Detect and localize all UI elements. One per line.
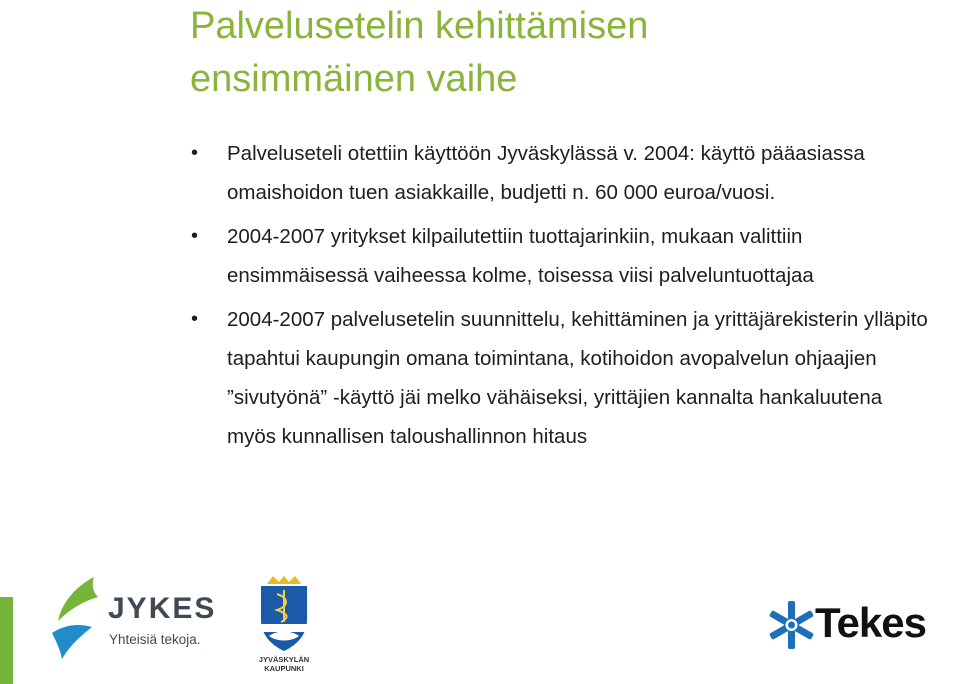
title-line-1: Palvelusetelin kehittämisen xyxy=(190,5,649,47)
bullet-marker: • xyxy=(191,308,199,330)
bullet-item-1 xyxy=(190,134,930,212)
city-crest-icon xyxy=(255,576,313,652)
jykes-logo xyxy=(48,575,218,660)
jykes-slogan: Yhteisiä tekoja. xyxy=(109,632,201,647)
jykes-wordmark: JYKES xyxy=(108,592,217,625)
tekes-star-icon xyxy=(768,597,814,653)
green-accent-bar xyxy=(0,597,13,684)
bullet-list xyxy=(190,134,930,456)
jykes-leaf-icon xyxy=(48,575,108,660)
tekes-logo xyxy=(768,597,958,657)
bullet-item-2 xyxy=(190,217,930,295)
bullet-text-2: 2004-2007 yritykset kilpailutettiin tuottajarinkiin, mukaan valittiin ensimmäisessä vaiheessa kolme, toisessa viisi palveluntuottajaa xyxy=(227,225,814,287)
slide-title xyxy=(190,0,930,106)
bullet-text-3: 2004-2007 palvelusetelin suunnittelu, kehittäminen ja yrittäjärekisterin ylläpito tapahtui kaupungin omana toimintana, kotihoidon avopalvelun ohjaajien ”sivutyönä” -käyttö jäi melko vähäiseksi, yrittäjien kannalta hankaluutena myös kunnallisen taloushallinnon hitaus xyxy=(227,308,928,448)
city-name xyxy=(255,655,313,673)
city-name-line-1: JYVÄSKYLÄN xyxy=(258,655,310,664)
bullet-item-3 xyxy=(190,300,930,456)
bullet-text-1: Palveluseteli otettiin käyttöön Jyväskylässä v. 2004: käyttö pääasiassa omaishoidon tuen asiakkaille, budjetti n. 60 000 euroa/vuosi. xyxy=(227,142,865,204)
tekes-wordmark: Tekes xyxy=(815,599,926,646)
bullet-marker: • xyxy=(191,225,199,247)
jyvaskyla-city-logo xyxy=(255,576,313,684)
title-line-2: ensimmäinen vaihe xyxy=(190,58,518,100)
city-name-line-2: KAUPUNKI xyxy=(264,664,304,673)
bullet-marker: • xyxy=(191,142,199,164)
